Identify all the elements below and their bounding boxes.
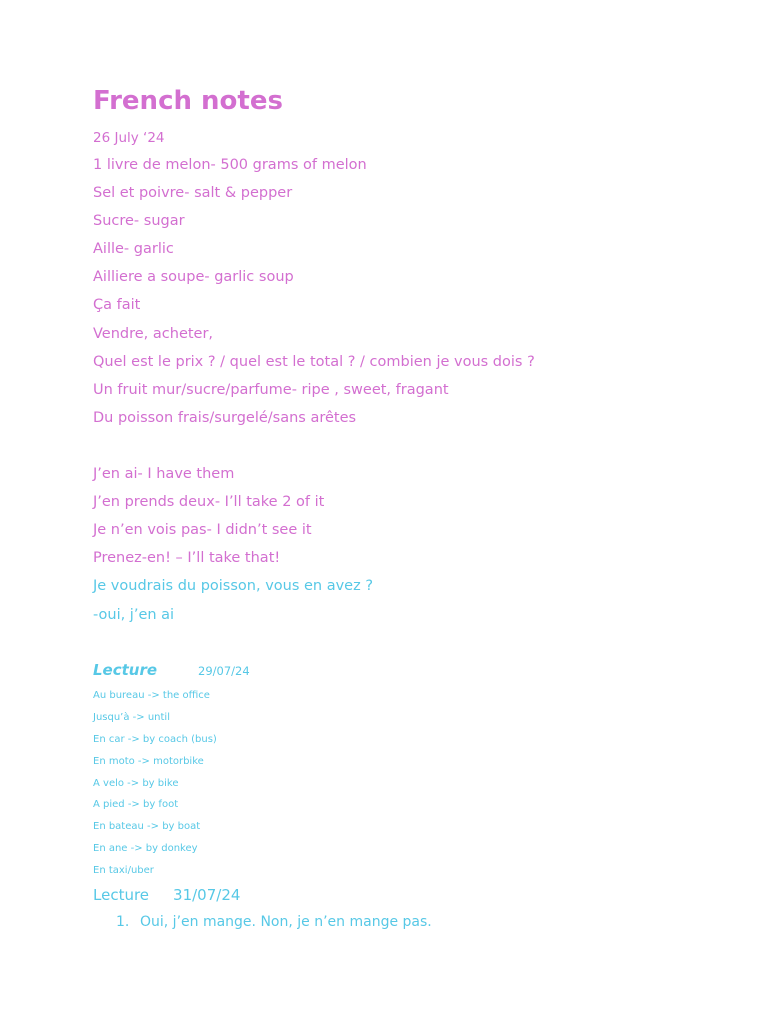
lecture-heading-1 bbox=[93, 660, 250, 679]
vocabulary-list bbox=[93, 155, 535, 633]
note-line: Je n’en vois pas- I didn’t see it bbox=[93, 522, 312, 539]
lecture-list-item: Jusqu’à -> until bbox=[93, 711, 170, 723]
note-date: 26 July ‘24 bbox=[93, 130, 165, 146]
lecture-vocabulary-list bbox=[93, 688, 217, 885]
lecture-list-item: En car -> by coach (bus) bbox=[93, 733, 217, 745]
numbered-list-item bbox=[116, 914, 432, 930]
page-title: French notes bbox=[93, 86, 283, 116]
note-line: Prenez-en! – I’ll take that! bbox=[93, 550, 281, 567]
note-line: Je voudrais du poisson, vous en avez ? bbox=[93, 578, 374, 595]
note-line: 1 livre de melon- 500 grams of melon bbox=[93, 157, 367, 173]
note-line: -oui, j’en ai bbox=[93, 606, 175, 623]
note-line: Aille- garlic bbox=[93, 241, 174, 258]
lecture-title: Lecture bbox=[93, 661, 158, 679]
lecture-date: 31/07/24 bbox=[173, 886, 241, 904]
lecture-title: Lecture bbox=[93, 886, 150, 904]
lecture-list-item: En moto -> motorbike bbox=[93, 755, 204, 767]
lecture-list-item: En taxi/uber bbox=[93, 865, 154, 877]
note-line: Sel et poivre- salt & pepper bbox=[93, 185, 293, 202]
lecture-date: 29/07/24 bbox=[198, 664, 250, 678]
note-line: Quel est le prix ? / quel est le total ? / combien je vous dois ? bbox=[93, 353, 535, 370]
lecture-list-item: En bateau -> by boat bbox=[93, 821, 201, 833]
list-number: 1. bbox=[116, 914, 130, 930]
lecture-list-item: En ane -> by donkey bbox=[93, 843, 198, 855]
note-line: Sucre- sugar bbox=[93, 213, 185, 230]
lecture-list-item: Au bureau -> the office bbox=[93, 690, 210, 701]
note-line: J’en prends deux- I’ll take 2 of it bbox=[93, 494, 325, 511]
list-text: Oui, j’en mange. Non, je n’en mange pas. bbox=[140, 914, 432, 930]
note-line: J’en ai- I have them bbox=[93, 466, 235, 483]
note-line: Du poisson frais/surgelé/sans arêtes bbox=[93, 409, 357, 426]
lecture-list-item: A pied -> by foot bbox=[93, 799, 179, 811]
numbered-list bbox=[116, 914, 432, 930]
lecture-list-item: A velo -> by bike bbox=[93, 777, 179, 789]
note-line: Ailliere a soupe- garlic soup bbox=[93, 269, 294, 286]
blank-line bbox=[93, 436, 535, 464]
note-line: Vendre, acheter, bbox=[93, 325, 214, 342]
note-line: Un fruit mur/sucre/parfume- ripe , sweet, fragant bbox=[93, 381, 449, 398]
note-line: Ça fait bbox=[93, 297, 141, 314]
lecture-heading-2 bbox=[93, 886, 240, 904]
